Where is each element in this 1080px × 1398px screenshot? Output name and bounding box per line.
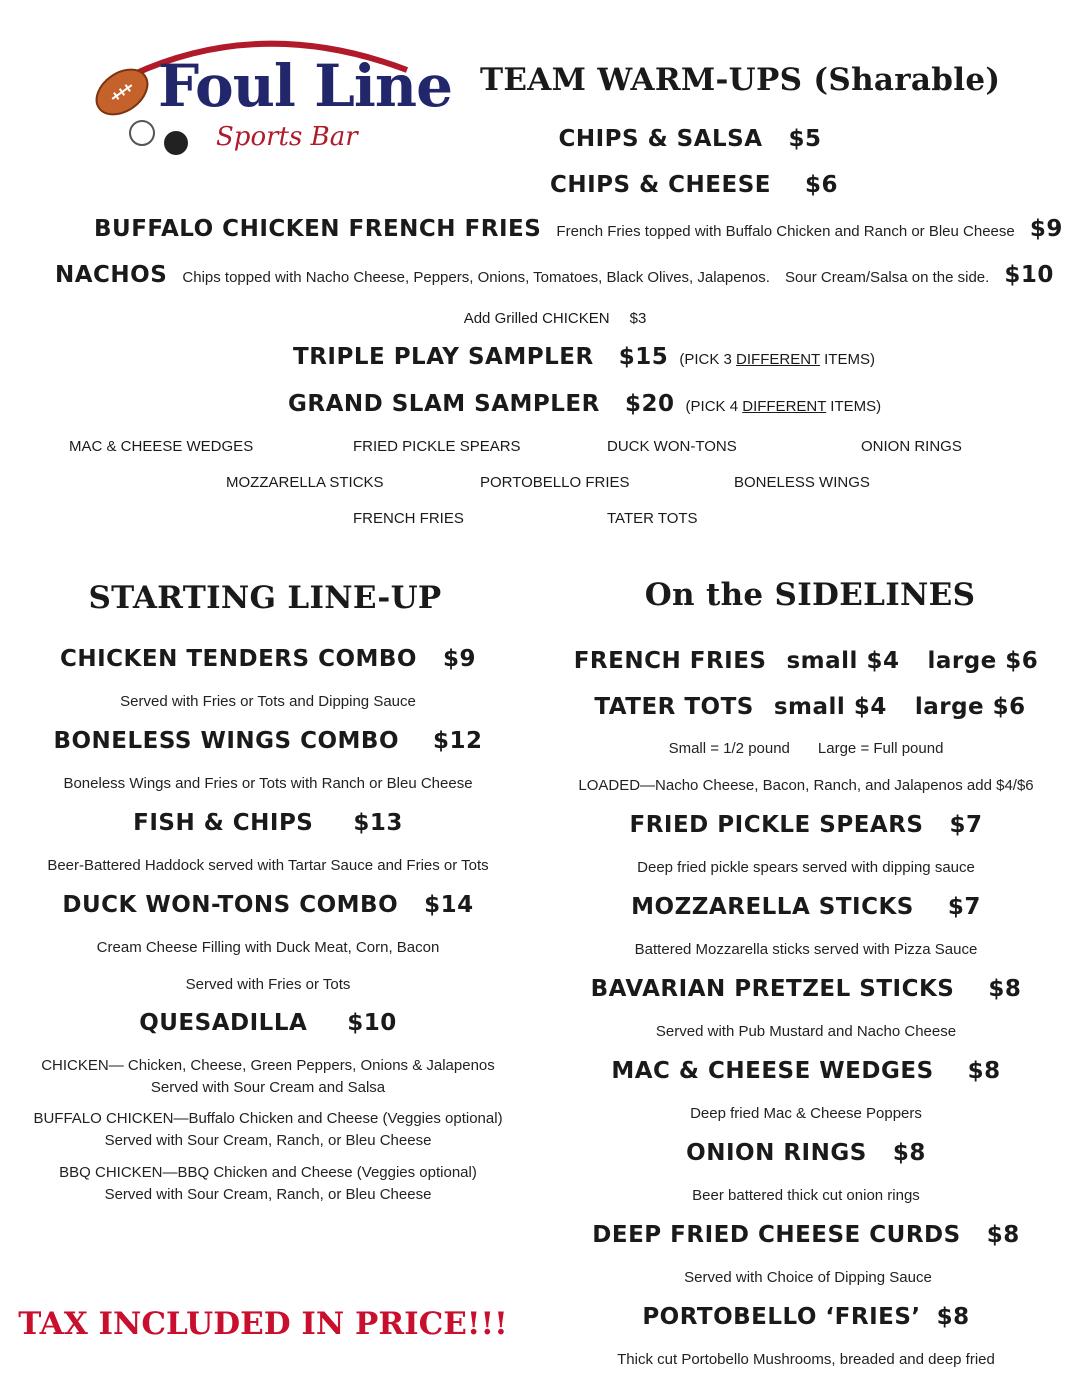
item-name: DEEP FRIED CHEESE CURDS (592, 1222, 961, 1248)
logo-title: Foul Line (158, 52, 452, 120)
duck-description: Cream Cheese Filling with Duck Meat, Corn, Bacon (96, 939, 440, 956)
nachos-item (55, 262, 1054, 288)
item-description: Chips topped with Nacho Cheese, Peppers, Onions, Tomatoes, Black Olives, Jalapenos. (182, 269, 770, 286)
note-post: ITEMS) (826, 398, 882, 415)
item-price: $7 (949, 812, 983, 838)
fish-item (133, 810, 403, 836)
sampler-item: DUCK WON-TONS (607, 438, 737, 455)
item-name: NACHOS (55, 262, 168, 288)
item-name: CHIPS & CHEESE (549, 172, 771, 198)
item-price: $5 (788, 126, 822, 152)
item-name: PORTOBELLO ‘FRIES’ (642, 1304, 921, 1330)
buffalo-fries-item (94, 216, 1063, 242)
note-underlined: DIFFERENT (742, 398, 827, 415)
item-name: ONION RINGS (686, 1140, 867, 1166)
sampler-item: FRENCH FRIES (353, 510, 464, 527)
size-small: Small = 1/2 pound (668, 740, 790, 757)
quesadilla-buffalo-line2: Served with Sour Cream, Ranch, or Bleu Cheese (104, 1132, 432, 1149)
small-price: small $4 (786, 648, 900, 674)
duck-description-2: Served with Fries or Tots (185, 976, 351, 993)
item-price: $13 (353, 810, 403, 836)
sampler-note (679, 351, 875, 368)
starting-heading: STARTING LINE-UP (88, 580, 442, 616)
bowling-ball-icon (164, 131, 188, 155)
add-chicken-label: Add Grilled CHICKEN (463, 310, 610, 327)
item-price: $20 (624, 391, 675, 417)
sampler-item: PORTOBELLO FRIES (480, 474, 630, 491)
mac-description: Deep fried Mac & Cheese Poppers (690, 1105, 922, 1122)
item-name: BAVARIAN PRETZEL STICKS (590, 976, 955, 1002)
add-chicken-price: $3 (629, 310, 647, 327)
item-name: DUCK WON-TONS COMBO (62, 892, 399, 918)
sampler-note (686, 398, 882, 415)
quesadilla-bbq-line1: BBQ CHICKEN—BBQ Chicken and Cheese (Veggies optional) (59, 1164, 477, 1181)
sampler-item: MAC & CHEESE WEDGES (69, 438, 254, 455)
large-price: large $6 (914, 694, 1026, 720)
item-price: $8 (988, 976, 1022, 1002)
item-price: $9 (1029, 216, 1063, 242)
fries-item (574, 648, 1039, 674)
note-pre: (PICK 4 (685, 398, 743, 415)
item-price: $8 (892, 1140, 926, 1166)
logo-subtitle: Sports Bar (216, 122, 358, 152)
large-price: large $6 (927, 648, 1039, 674)
onion-description: Beer battered thick cut onion rings (692, 1187, 920, 1204)
item-name: BUFFALO CHICKEN FRENCH FRIES (94, 216, 542, 242)
loaded-note: LOADED—Nacho Cheese, Bacon, Ranch, and Jalapenos add $4/$6 (578, 777, 1034, 794)
item-name: GRAND SLAM SAMPLER (288, 391, 600, 417)
sampler-item: BONELESS WINGS (734, 474, 870, 491)
item-description: French Fries topped with Buffalo Chicken and Ranch or Bleu Cheese (556, 223, 1015, 240)
wings-item (53, 728, 482, 754)
item-price: $9 (442, 646, 477, 672)
item-price: $6 (805, 172, 839, 198)
portobello-description: Thick cut Portobello Mushrooms, breaded and deep fried (617, 1351, 995, 1368)
tenders-item (60, 646, 476, 672)
pretzel-item (591, 976, 1022, 1002)
item-price: $10 (1004, 262, 1054, 288)
quesadilla-bbq-line2: Served with Sour Cream, Ranch, or Bleu Cheese (104, 1186, 432, 1203)
chips-salsa-item (558, 126, 821, 152)
item-name: FISH & CHIPS (133, 810, 314, 836)
sidelines-heading: On the SIDELINES (644, 577, 976, 613)
item-price: $8 (986, 1222, 1020, 1248)
size-large: Large = Full pound (817, 740, 944, 757)
item-price: $10 (347, 1010, 397, 1036)
note-underlined: DIFFERENT (736, 351, 820, 368)
duck-item (62, 892, 473, 918)
quesadilla-chicken-line1: CHICKEN— Chicken, Cheese, Green Peppers, Onions & Jalapenos (41, 1057, 495, 1074)
quesadilla-buffalo-line1: BUFFALO CHICKEN—Buffalo Chicken and Cheese (Veggies optional) (33, 1110, 503, 1127)
portion-sizes (669, 740, 944, 757)
item-name: QUESADILLA (139, 1010, 308, 1036)
quesadilla-chicken-line2: Served with Sour Cream and Salsa (150, 1079, 386, 1096)
baseball-icon (130, 121, 154, 145)
small-price: small $4 (773, 694, 887, 720)
item-price: $15 (618, 344, 669, 370)
item-price: $8 (936, 1304, 970, 1330)
item-name: BONELESS WINGS COMBO (53, 728, 400, 754)
mac-item (611, 1058, 1000, 1084)
item-name: FRENCH FRIES (573, 648, 767, 674)
add-chicken-line (464, 310, 647, 327)
item-name: CHIPS & SALSA (558, 126, 763, 152)
item-price: $14 (424, 892, 474, 918)
pickle-description: Deep fried pickle spears served with dipping sauce (637, 859, 975, 876)
item-price: $7 (947, 894, 981, 920)
mozz-item (631, 894, 981, 920)
tenders-description: Served with Fries or Tots and Dipping Sauce (120, 693, 416, 710)
item-name: MOZZARELLA STICKS (631, 894, 914, 920)
grand-slam-item (288, 391, 881, 417)
item-name: CHICKEN TENDERS COMBO (59, 646, 417, 672)
sampler-item: FRIED PICKLE SPEARS (353, 438, 521, 455)
item-name: MAC & CHEESE WEDGES (611, 1058, 934, 1084)
tax-notice: TAX INCLUDED IN PRICE!!! (18, 1306, 508, 1342)
tots-item (594, 694, 1025, 720)
item-name: FRIED PICKLE SPEARS (629, 812, 924, 838)
item-name: TATER TOTS (594, 694, 754, 720)
logo (92, 30, 452, 165)
mozz-description: Battered Mozzarella sticks served with Pizza Sauce (634, 941, 978, 958)
portobello-item (642, 1304, 969, 1330)
curds-description: Served with Choice of Dipping Sauce (684, 1269, 932, 1286)
fish-description: Beer-Battered Haddock served with Tartar Sauce and Fries or Tots (47, 857, 489, 874)
triple-play-item (293, 344, 875, 370)
quesadilla-item (139, 1010, 397, 1036)
pretzel-description: Served with Pub Mustard and Nacho Cheese (655, 1023, 957, 1040)
item-description-2: Sour Cream/Salsa on the side. (785, 269, 990, 286)
sampler-item: TATER TOTS (607, 510, 698, 527)
sampler-item: ONION RINGS (861, 438, 962, 455)
curds-item (592, 1222, 1019, 1248)
note-pre: (PICK 3 (679, 351, 737, 368)
wings-description: Boneless Wings and Fries or Tots with Ranch or Bleu Cheese (63, 775, 473, 792)
warmups-heading: TEAM WARM-UPS (Sharable) (480, 62, 1001, 98)
onion-item (686, 1140, 926, 1166)
chips-cheese-item (550, 172, 838, 198)
note-post: ITEMS) (819, 351, 875, 368)
item-price: $12 (433, 728, 483, 754)
item-name: TRIPLE PLAY SAMPLER (293, 344, 594, 370)
sampler-item: MOZZARELLA STICKS (226, 474, 384, 491)
pickle-item (629, 812, 982, 838)
item-price: $8 (967, 1058, 1001, 1084)
